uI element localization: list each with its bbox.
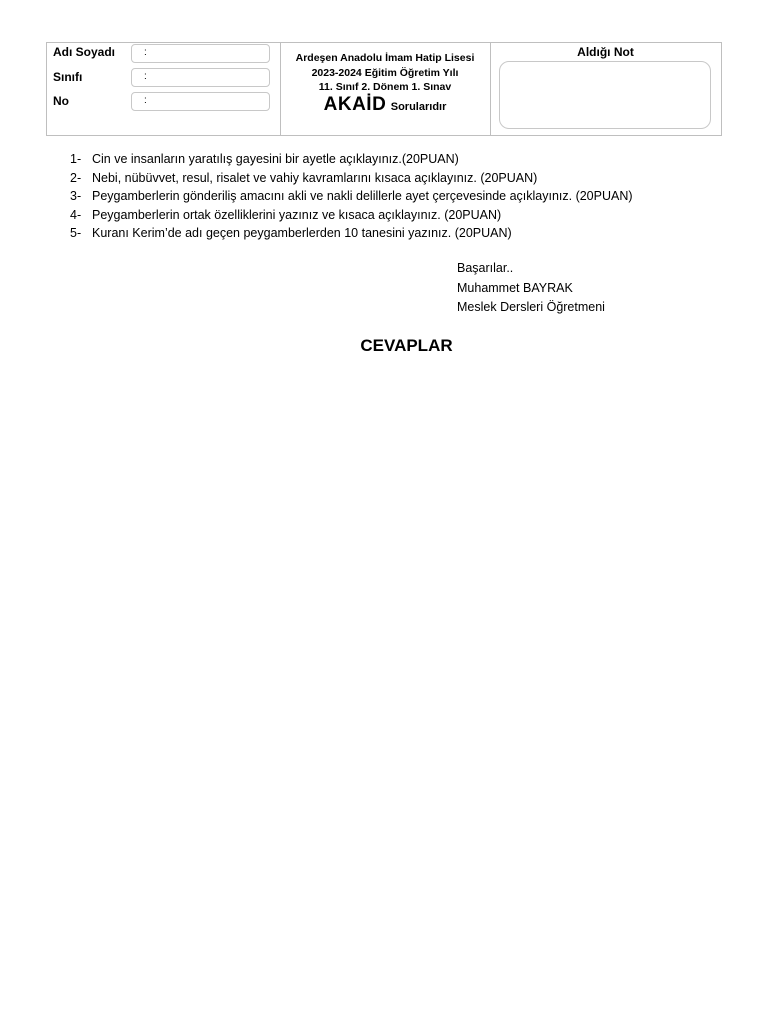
question-text: Nebi, nübüvvet, resul, risalet ve vahiy kavramlarını kısaca açıklayınız. (20PUAN)	[92, 170, 538, 185]
name-field[interactable]: :	[131, 44, 270, 63]
question-number: 2-	[70, 170, 82, 185]
exam-name: 11. Sınıf 2. Dönem 1. Sınav	[318, 81, 452, 93]
question-number: 5-	[70, 226, 82, 240]
teacher-signature	[457, 259, 605, 318]
question-number: 3-	[70, 189, 82, 203]
teacher-title: Meslek Dersleri Öğretmeni	[457, 300, 605, 314]
subject-line	[280, 94, 490, 116]
grade-label: Aldığı Not	[577, 45, 634, 59]
teacher-name: Muhammet BAYRAK	[457, 280, 573, 295]
question-text: Kuranı Kerim’de adı geçen peygamberlerden 10 tanesini yazınız. (20PUAN)	[92, 226, 512, 240]
answers-heading: CEVAPLAR	[360, 336, 453, 355]
subject-title: AKAİD	[323, 94, 387, 115]
number-field[interactable]: :	[131, 92, 270, 111]
grade-field[interactable]	[499, 61, 711, 129]
subject-suffix: Sorularıdır	[390, 101, 447, 113]
class-field[interactable]: :	[131, 68, 270, 87]
grade-section	[490, 43, 721, 135]
exam-info	[280, 43, 491, 135]
question-number: 1-	[70, 152, 82, 166]
number-label: No	[53, 94, 69, 108]
greeting: Başarılar..	[457, 261, 514, 275]
exam-header	[46, 42, 722, 136]
question-text: Peygamberlerin ortak özelliklerini yazınız ve kısaca açıklayınız. (20PUAN)	[92, 207, 502, 222]
school-name: Ardeşen Anadolu İmam Hatip Lisesi	[295, 52, 475, 64]
question-text: Cin ve insanların yaratılış gayesini bir ayetle açıklayınız.(20PUAN)	[92, 152, 459, 166]
school-year: 2023-2024 Eğitim Öğretim Yılı	[311, 67, 459, 79]
question-number: 4-	[70, 207, 82, 222]
name-label: Adı Soyadı	[53, 45, 116, 59]
question-text: Peygamberlerin gönderiliş amacını akli ve nakli delillerle ayet çerçevesinde açıklayınız. (20PUAN)	[92, 189, 633, 203]
student-info	[47, 43, 281, 135]
class-label: Sınıfı	[53, 70, 83, 84]
